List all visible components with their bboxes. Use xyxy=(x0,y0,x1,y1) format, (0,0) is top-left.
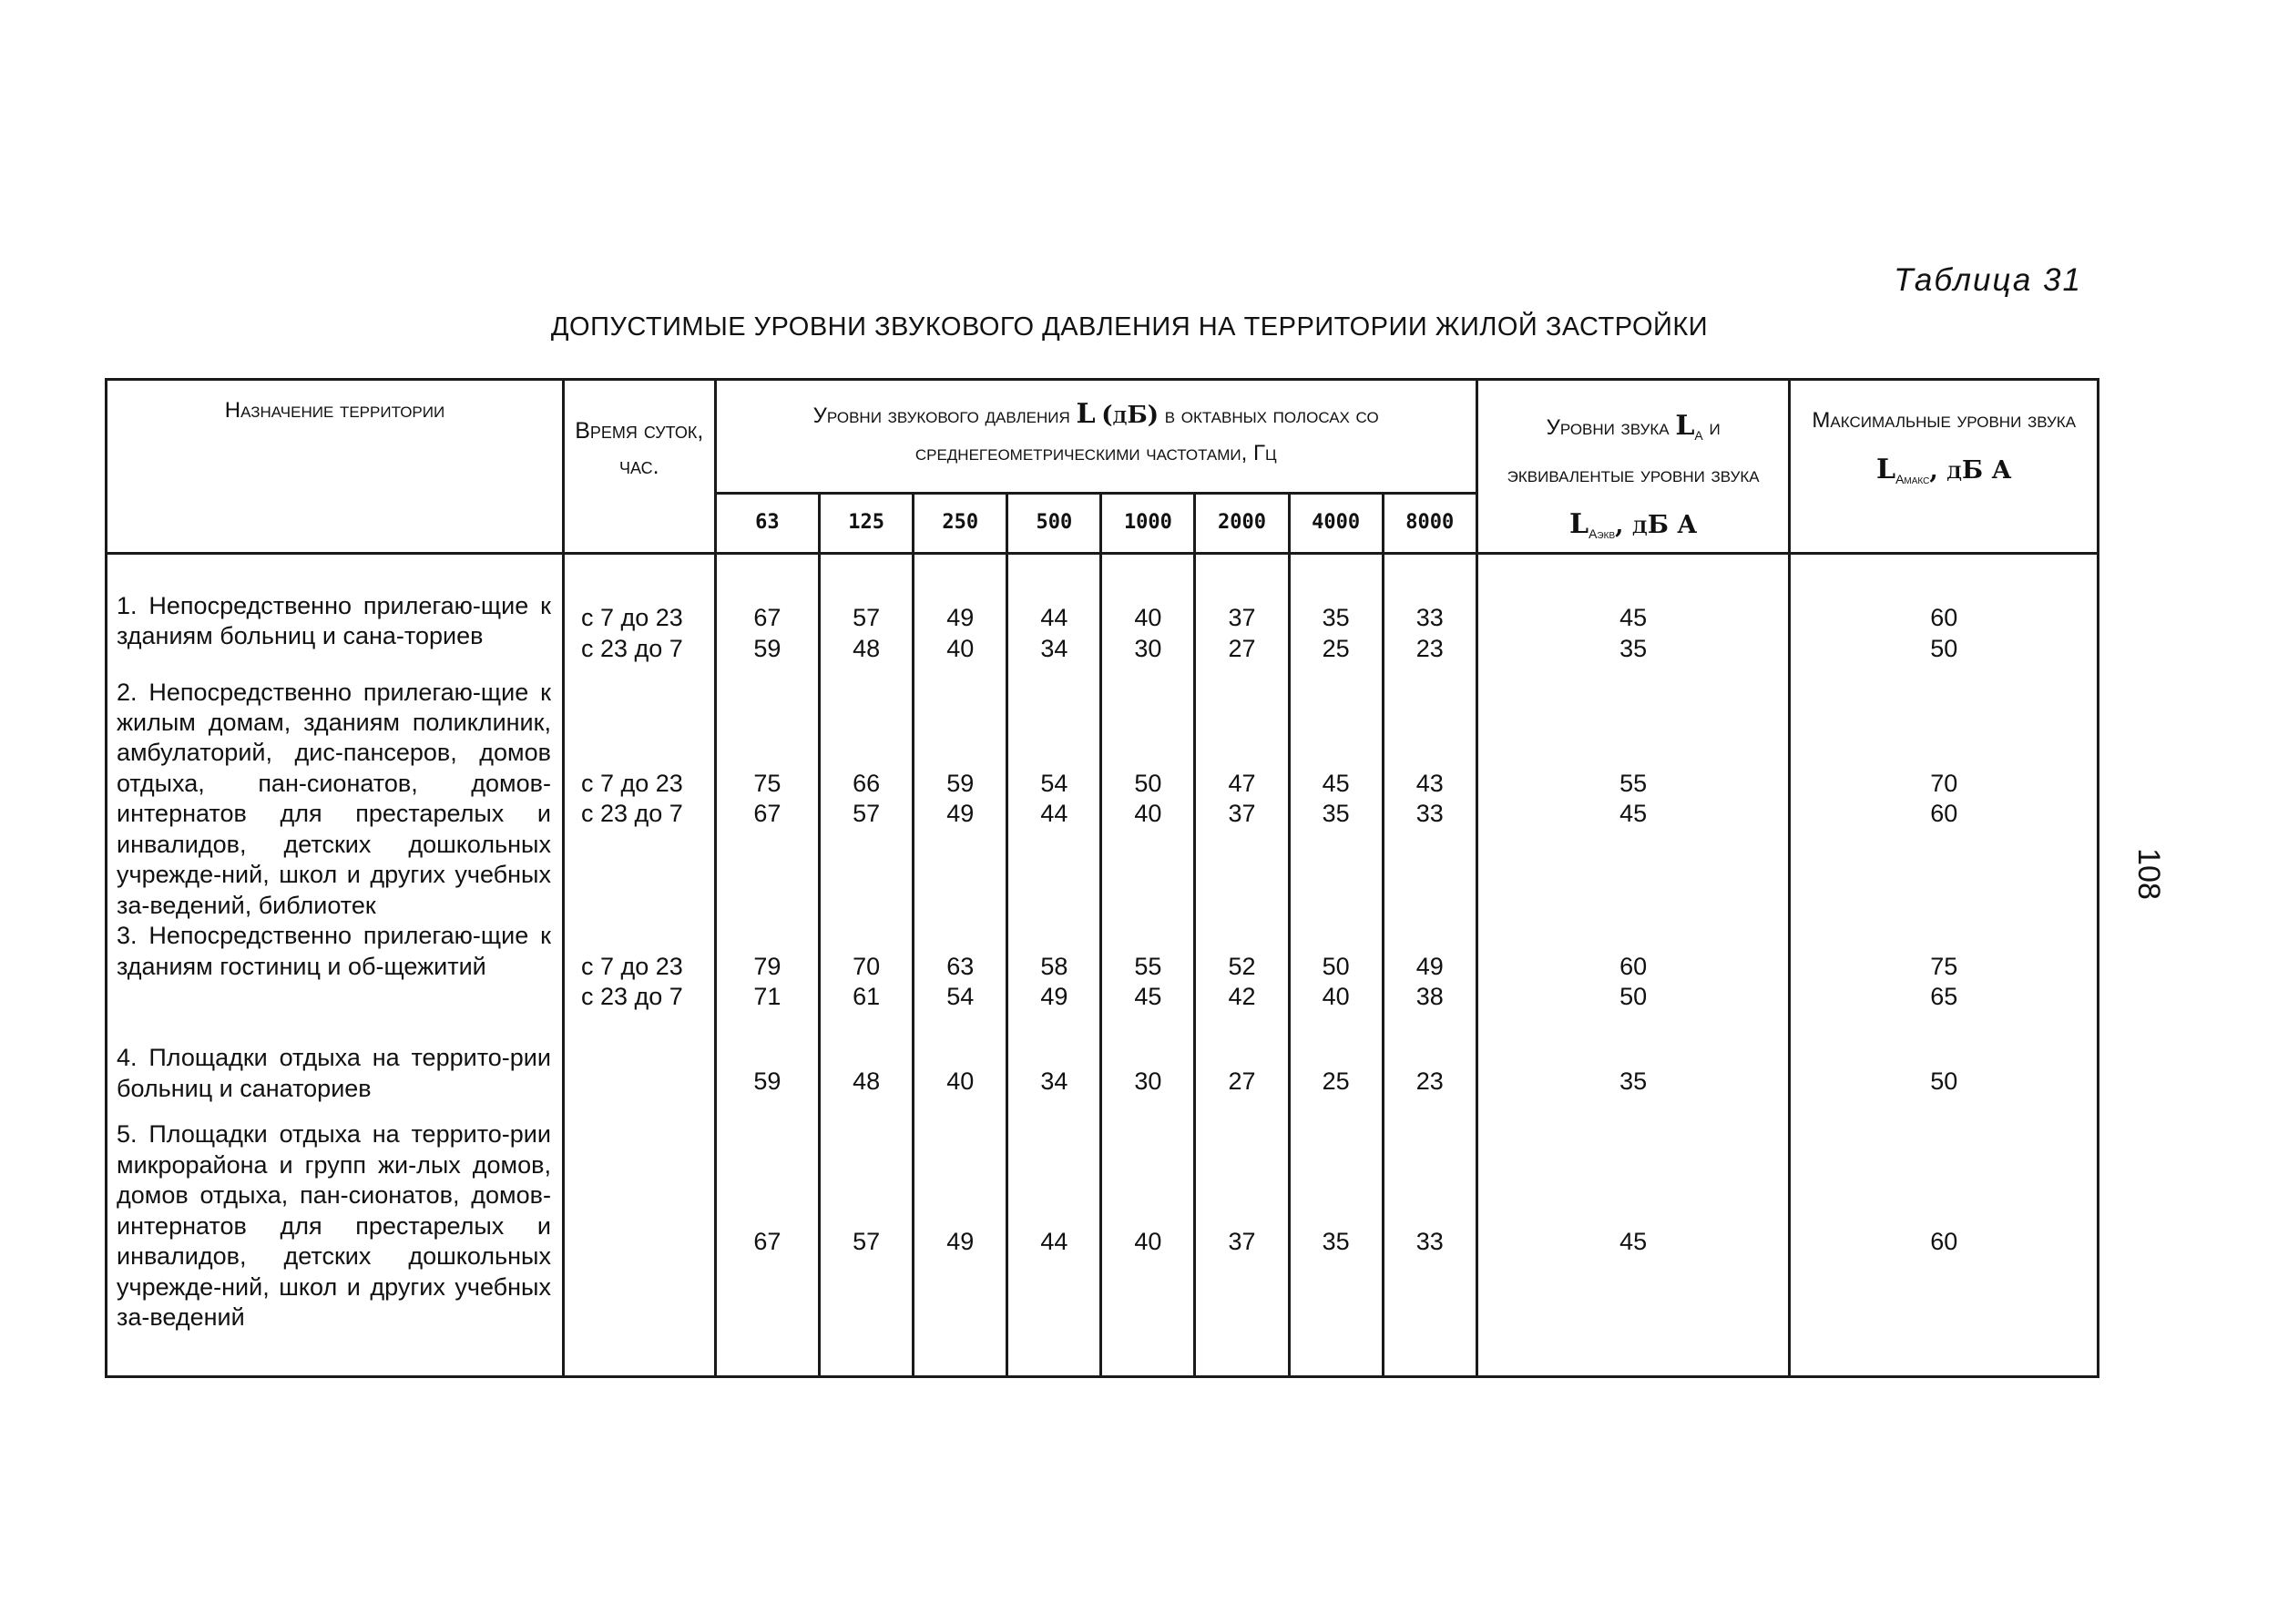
band-1000 xyxy=(1101,921,1195,1043)
max-sound-level xyxy=(1790,1043,2099,1119)
band-125-value: 48 xyxy=(853,634,881,662)
sound-level-value: 45 xyxy=(1619,1228,1648,1256)
sound-level-value: 45 xyxy=(1619,604,1648,632)
max-sound-level-value: 65 xyxy=(1930,983,1958,1011)
band-500-value: 44 xyxy=(1040,604,1068,632)
band-1000-value: 30 xyxy=(1134,634,1162,662)
band-125 xyxy=(820,1119,914,1376)
band-8000 xyxy=(1383,554,1476,678)
band-2000-value: 47 xyxy=(1228,769,1256,797)
band-500-value: 44 xyxy=(1040,1228,1068,1256)
band-8000-value: 23 xyxy=(1415,634,1444,662)
band-4000 xyxy=(1289,678,1383,922)
sound-level-value: 35 xyxy=(1619,634,1648,662)
freq-8000: 8000 xyxy=(1383,494,1476,554)
table-row xyxy=(107,554,2099,678)
max-sound-level xyxy=(1790,921,2099,1043)
header-la-mid: и эквивалентые уровни звука xyxy=(1507,415,1760,487)
band-250 xyxy=(914,1043,1007,1119)
table-number: Таблица 31 xyxy=(1894,262,2082,298)
band-4000 xyxy=(1289,1119,1383,1376)
territory-description: 4. Площадки отдыха на террито-рии больниц и санаториев xyxy=(107,1043,564,1119)
header-purpose: Назначение территории xyxy=(107,380,564,554)
max-sound-level-value: 60 xyxy=(1930,604,1958,632)
sound-level-value: 35 xyxy=(1619,1067,1648,1095)
sound-level-value: 45 xyxy=(1619,800,1648,828)
band-63-value: 59 xyxy=(753,634,781,662)
header-pressure-unit: (дБ) xyxy=(1101,402,1159,429)
freq-63: 63 xyxy=(715,494,820,554)
time-range: с 23 до 7 xyxy=(580,983,683,1011)
band-4000-value: 45 xyxy=(1322,769,1350,797)
table-row xyxy=(107,1043,2099,1119)
band-8000-value: 33 xyxy=(1415,800,1444,828)
band-4000 xyxy=(1289,1043,1383,1119)
time-range: с 7 до 23 xyxy=(580,604,683,632)
band-63-value: 71 xyxy=(753,983,781,1011)
header-la-symbol: L xyxy=(1675,410,1695,442)
header-la-prefix: Уровни звука xyxy=(1546,415,1670,440)
header-lmax-prefix: Максимальные уровни звука xyxy=(1812,408,2077,433)
max-sound-level-value: 70 xyxy=(1930,769,1958,797)
sound-level xyxy=(1476,1043,1790,1119)
band-1000-value: 50 xyxy=(1134,769,1162,797)
band-8000-value: 38 xyxy=(1415,983,1444,1011)
max-sound-level-value: 50 xyxy=(1930,1067,1958,1095)
band-1000 xyxy=(1101,1043,1195,1119)
band-8000-value: 33 xyxy=(1415,604,1444,632)
band-500-value: 34 xyxy=(1040,1067,1068,1095)
band-250-value: 40 xyxy=(946,1067,975,1095)
max-sound-level-value: 60 xyxy=(1930,800,1958,828)
sound-level xyxy=(1476,554,1790,678)
band-1000-value: 40 xyxy=(1134,800,1162,828)
header-pressure-symbol: L xyxy=(1076,398,1096,430)
band-125-value: 66 xyxy=(853,769,881,797)
band-125-value: 61 xyxy=(853,983,881,1011)
band-2000 xyxy=(1195,921,1289,1043)
header-pressure-suffix: в октавных полосах со среднегеометрическими частотами, Гц xyxy=(914,403,1379,465)
sound-level-value: 55 xyxy=(1619,769,1648,797)
band-125-value: 57 xyxy=(853,604,881,632)
header-pressure-prefix: Уровни звукового давления xyxy=(812,403,1070,428)
band-250 xyxy=(914,921,1007,1043)
table-header xyxy=(107,380,2099,554)
band-1000 xyxy=(1101,678,1195,922)
band-500 xyxy=(1007,921,1101,1043)
band-500-value: 58 xyxy=(1040,952,1068,980)
band-1000-value: 30 xyxy=(1134,1067,1162,1095)
band-8000-value: 23 xyxy=(1415,1067,1444,1095)
freq-1000: 1000 xyxy=(1101,494,1195,554)
band-1000-value: 40 xyxy=(1134,604,1162,632)
band-250 xyxy=(914,1119,1007,1376)
band-63-value: 67 xyxy=(753,800,781,828)
band-500-value: 54 xyxy=(1040,769,1068,797)
table-row xyxy=(107,921,2099,1043)
table-body xyxy=(107,554,2099,1377)
header-lmax-unit: , дБ А xyxy=(1929,456,2012,485)
territory-description: 1. Непосредственно прилегаю-щие к зданиям больниц и сана-ториев xyxy=(107,554,564,678)
band-63 xyxy=(715,678,820,922)
max-sound-level-value: 75 xyxy=(1930,952,1958,980)
band-4000-value: 35 xyxy=(1322,1228,1350,1256)
band-8000-value: 43 xyxy=(1415,769,1444,797)
freq-250: 250 xyxy=(914,494,1007,554)
freq-125: 125 xyxy=(820,494,914,554)
band-500 xyxy=(1007,554,1101,678)
freq-500: 500 xyxy=(1007,494,1101,554)
band-125-value: 70 xyxy=(853,952,881,980)
band-2000-value: 27 xyxy=(1228,634,1256,662)
band-250-value: 40 xyxy=(946,634,975,662)
band-4000-value: 35 xyxy=(1322,800,1350,828)
band-500 xyxy=(1007,678,1101,922)
header-sound-pressure xyxy=(715,380,1476,494)
band-63 xyxy=(715,554,820,678)
band-4000-value: 35 xyxy=(1322,604,1350,632)
noise-norms-table xyxy=(105,378,2099,1378)
page-number: 108 xyxy=(2130,848,2166,900)
band-63-value: 79 xyxy=(753,952,781,980)
max-sound-level-value: 60 xyxy=(1930,1228,1958,1256)
band-2000-value: 52 xyxy=(1228,952,1256,980)
sound-level-value: 50 xyxy=(1619,983,1648,1011)
band-1000 xyxy=(1101,554,1195,678)
max-sound-level-value: 50 xyxy=(1930,634,1958,662)
band-125-value: 57 xyxy=(853,1228,881,1256)
band-125 xyxy=(820,678,914,922)
band-125-value: 57 xyxy=(853,800,881,828)
header-lmax-symbol: L xyxy=(1875,454,1896,485)
freq-2000: 2000 xyxy=(1195,494,1289,554)
band-250-value: 54 xyxy=(946,983,975,1011)
time-range: с 7 до 23 xyxy=(580,952,683,980)
time-of-day xyxy=(563,921,715,1043)
band-8000-value: 49 xyxy=(1415,952,1444,980)
band-125 xyxy=(820,554,914,678)
band-4000-value: 40 xyxy=(1322,983,1350,1011)
header-max-level xyxy=(1790,380,2099,554)
band-2000 xyxy=(1195,1119,1289,1376)
header-laeq-sub: Аэкв xyxy=(1588,526,1616,541)
band-250-value: 49 xyxy=(946,1228,975,1256)
territory-description: 2. Непосредственно прилегаю-щие к жилым домам, зданиям поликлиник, амбулаторий, дис-пансеров, домов отдыха, пан-сионатов, домов-интернатов для престарелых и инвалидов, детских дошкольных учрежде-ний, школ и других учебных за-ведений, библиотек xyxy=(107,678,564,922)
header-la-sub: А xyxy=(1694,427,1703,443)
time-of-day xyxy=(563,554,715,678)
max-sound-level xyxy=(1790,1119,2099,1376)
table-row xyxy=(107,1119,2099,1376)
time-of-day xyxy=(563,678,715,922)
band-2000 xyxy=(1195,554,1289,678)
band-8000 xyxy=(1383,921,1476,1043)
band-250 xyxy=(914,554,1007,678)
band-2000 xyxy=(1195,678,1289,922)
band-2000-value: 42 xyxy=(1228,983,1256,1011)
sound-level xyxy=(1476,921,1790,1043)
band-250-value: 59 xyxy=(946,769,975,797)
time-of-day xyxy=(563,1119,715,1376)
header-la-unit: , дБ А xyxy=(1615,511,1698,539)
band-2000 xyxy=(1195,1043,1289,1119)
header-time: Время суток, час. xyxy=(563,380,715,554)
time-range: с 7 до 23 xyxy=(580,769,683,797)
band-125 xyxy=(820,921,914,1043)
band-63 xyxy=(715,921,820,1043)
band-8000 xyxy=(1383,678,1476,922)
band-250-value: 49 xyxy=(946,800,975,828)
table-row xyxy=(107,678,2099,922)
band-500-value: 34 xyxy=(1040,634,1068,662)
band-1000-value: 40 xyxy=(1134,1228,1162,1256)
band-63-value: 67 xyxy=(753,604,781,632)
band-1000-value: 55 xyxy=(1134,952,1162,980)
band-500-value: 44 xyxy=(1040,800,1068,828)
band-250 xyxy=(914,678,1007,922)
band-2000-value: 37 xyxy=(1228,604,1256,632)
band-1000-value: 45 xyxy=(1134,983,1162,1011)
header-laeq-symbol: L xyxy=(1569,508,1589,540)
band-125-value: 48 xyxy=(853,1067,881,1095)
table-title: ДОПУСТИМЫЕ УРОВНИ ЗВУКОВОГО ДАВЛЕНИЯ НА ТЕРРИТОРИИ ЖИЛОЙ ЗАСТРОЙКИ xyxy=(550,312,1709,342)
band-63-value: 75 xyxy=(753,769,781,797)
band-250-value: 63 xyxy=(946,952,975,980)
max-sound-level xyxy=(1790,678,2099,922)
band-500-value: 49 xyxy=(1040,983,1068,1011)
time-range: с 23 до 7 xyxy=(580,634,683,662)
band-2000-value: 37 xyxy=(1228,1228,1256,1256)
territory-description: 5. Площадки отдыха на террито-рии микрорайона и групп жи-лых домов, домов отдыха, пан-сионатов, домов-интернатов для престарелых и инвалидов, детских дошкольных учрежде-ний, школ и других учебных за-ведений xyxy=(107,1119,564,1376)
band-4000 xyxy=(1289,554,1383,678)
band-2000-value: 37 xyxy=(1228,800,1256,828)
band-2000-value: 27 xyxy=(1228,1067,1256,1095)
band-250-value: 49 xyxy=(946,604,975,632)
sound-level xyxy=(1476,1119,1790,1376)
band-8000 xyxy=(1383,1043,1476,1119)
freq-4000: 4000 xyxy=(1289,494,1383,554)
band-63 xyxy=(715,1043,820,1119)
band-63-value: 67 xyxy=(753,1228,781,1256)
header-lmax-sub: Амакс xyxy=(1895,471,1930,486)
band-125 xyxy=(820,1043,914,1119)
header-sound-level xyxy=(1476,380,1790,554)
band-63 xyxy=(715,1119,820,1376)
band-4000-value: 25 xyxy=(1322,1067,1350,1095)
band-63-value: 59 xyxy=(753,1067,781,1095)
max-sound-level xyxy=(1790,554,2099,678)
time-of-day xyxy=(563,1043,715,1119)
band-4000 xyxy=(1289,921,1383,1043)
sound-level xyxy=(1476,678,1790,922)
band-4000-value: 25 xyxy=(1322,634,1350,662)
time-range: с 23 до 7 xyxy=(580,800,683,828)
band-1000 xyxy=(1101,1119,1195,1376)
band-8000 xyxy=(1383,1119,1476,1376)
territory-description: 3. Непосредственно прилегаю-щие к зданиям гостиниц и об-щежитий xyxy=(107,921,564,1043)
sound-level-value: 60 xyxy=(1619,952,1648,980)
band-4000-value: 50 xyxy=(1322,952,1350,980)
band-8000-value: 33 xyxy=(1415,1228,1444,1256)
band-500 xyxy=(1007,1119,1101,1376)
band-500 xyxy=(1007,1043,1101,1119)
